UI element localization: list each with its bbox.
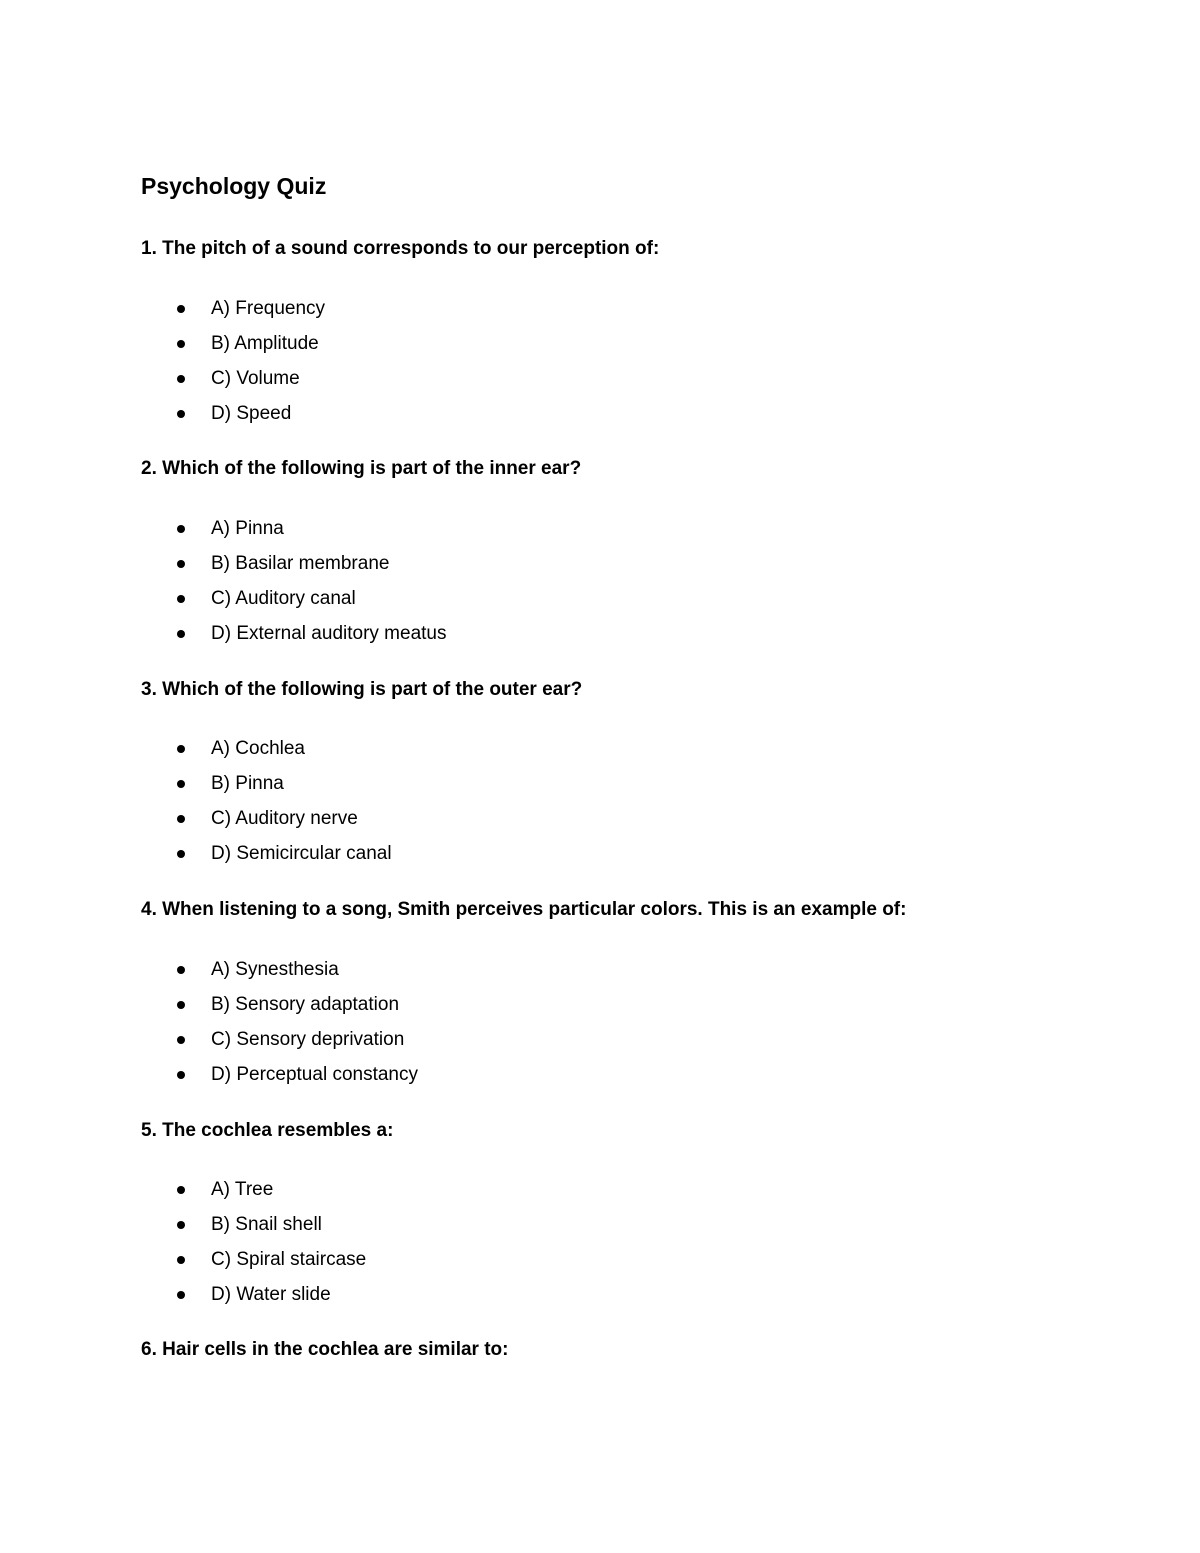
bullet-icon xyxy=(177,1071,185,1079)
bullet-icon xyxy=(177,340,185,348)
bullet-icon xyxy=(177,1001,185,1009)
question-2: 2. Which of the following is part of the inner ear? xyxy=(141,458,582,479)
bullet-icon xyxy=(177,1186,185,1194)
question-3: 3. Which of the following is part of the outer ear? xyxy=(141,679,583,700)
question-6: 6. Hair cells in the cochlea are similar to: xyxy=(141,1339,509,1360)
bullet-icon xyxy=(177,1256,185,1264)
bullet-icon xyxy=(177,815,185,823)
bullet-icon xyxy=(177,525,185,533)
question-4: 4. When listening to a song, Smith perceives particular colors. This is an example of: xyxy=(141,899,907,920)
bullet-icon xyxy=(177,966,185,974)
bullet-icon xyxy=(177,410,185,418)
bullet-icon xyxy=(177,850,185,858)
question-5: 5. The cochlea resembles a: xyxy=(141,1120,394,1141)
question-1: 1. The pitch of a sound corresponds to our perception of: xyxy=(141,238,660,259)
bullet-icon xyxy=(177,630,185,638)
bullet-icon xyxy=(177,1291,185,1299)
bullet-icon xyxy=(177,375,185,383)
page-title: Psychology Quiz xyxy=(141,173,327,199)
bullet-icon xyxy=(177,780,185,788)
bullet-icon xyxy=(177,560,185,568)
bullet-icon xyxy=(177,595,185,603)
quiz-page: Psychology Quiz 1. The pitch of a sound corresponds to our perception of: A) Frequency B) Amplitude C) Volume D) Speed 2. Which of the following is part of the inner ear? A) Pinna B) Basilar membrane C) Auditory canal D) External auditory meatus 3. Which of the following is part of the outer ear? A) Cochlea B) Pinna C) Auditory nerve D) Semicircular canal 4. When listening to a song, Smith perceives particular colors. This is an example of: A) Synesthesia B) Sensory adaptation C) Sensory deprivation D) Perceptual constancy 5. The cochlea resembles a: A) Tree B) Snail shell C) Spiral staircase D) Water slide 6. Hair cells in the cochlea are similar to: xyxy=(0,0,1200,1553)
bullet-icon xyxy=(177,1036,185,1044)
bullet-icon xyxy=(177,745,185,753)
bullet-icon xyxy=(177,1221,185,1229)
bullet-icon xyxy=(177,305,185,313)
